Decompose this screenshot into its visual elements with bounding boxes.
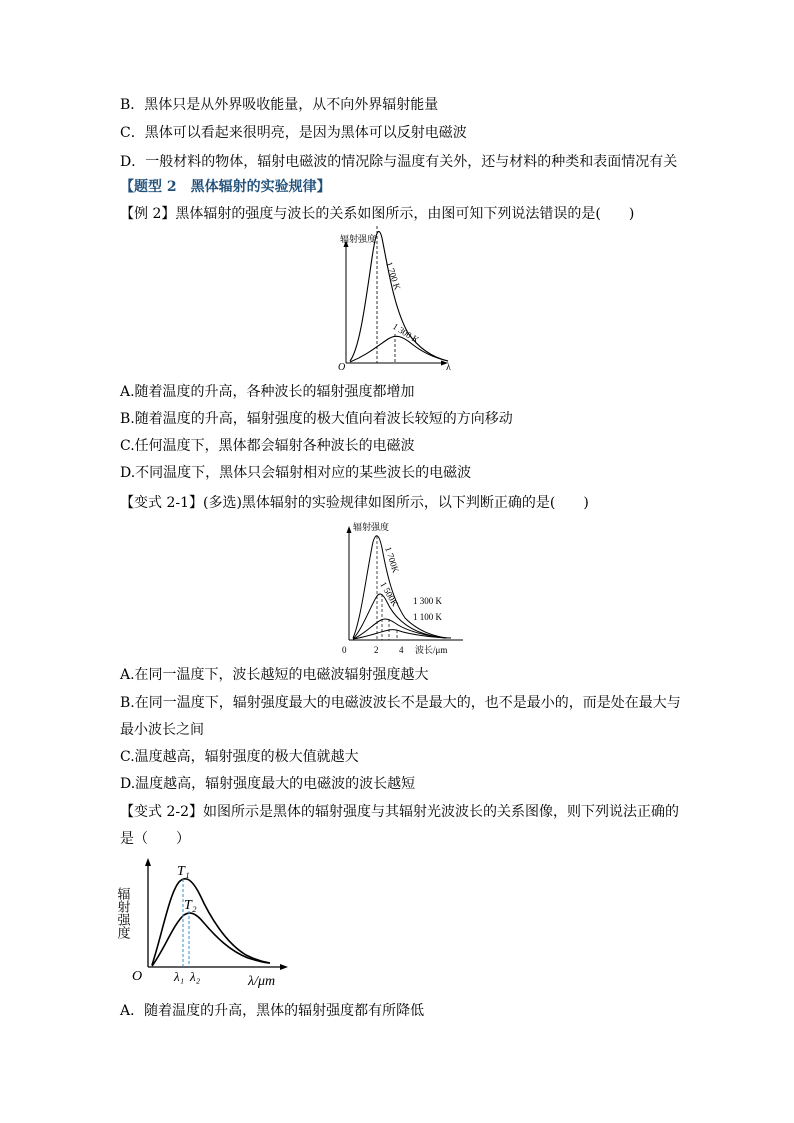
curve-t1 xyxy=(152,879,270,965)
option-c-top: C．黑体可以看起来很明亮，是因为黑体可以反射电磁波 xyxy=(120,125,467,141)
variant21-option-d: D.温度越高，辐射强度最大的电磁波的波长越短 xyxy=(120,776,416,792)
example2-xlabel: λ xyxy=(446,362,451,373)
example2-option-d: D.不同温度下，黑体只会辐射相对应的某些波长的电磁波 xyxy=(120,465,472,481)
variant22-ylabel: 辐射强度 xyxy=(115,887,131,939)
variant21-xlabel: 波长/μm xyxy=(415,645,448,655)
label-lambda2: λ₂ xyxy=(190,969,201,984)
label-t2: T₂ xyxy=(184,898,197,913)
variant21-tick-4: 4 xyxy=(399,645,404,655)
example2-origin: O xyxy=(338,362,346,373)
variant22-option-a: A．随着温度的升高，黑体的辐射强度都有所降低 xyxy=(120,1003,425,1019)
variant21-option-c: C.温度越高，辐射强度的极大值就越大 xyxy=(120,749,359,765)
curve-1700k xyxy=(353,536,447,638)
variant22-figure xyxy=(115,855,293,990)
label-1700k: 1 700K xyxy=(383,545,401,575)
label-1500k: 1 500K xyxy=(378,580,401,609)
curve-1100k xyxy=(353,630,447,639)
variant21-option-b-cont: 最小波长之间 xyxy=(120,722,204,738)
variant22-xlabel: λ/μm xyxy=(248,974,276,989)
variant22-origin: O xyxy=(132,969,143,984)
variant21-tick-2: 2 xyxy=(374,645,379,655)
variant21-origin: 0 xyxy=(342,645,347,655)
variant21-question: 【变式 2-1】(多选)黑体辐射的实验规律如图所示，以下判断正确的是( ) xyxy=(120,495,589,511)
variant21-figure xyxy=(335,520,470,658)
variant21-option-a: A.在同一温度下，波长越短的电磁波辐射强度越大 xyxy=(120,667,429,683)
example2-ylabel: 辐射强度 xyxy=(340,234,377,244)
label-1300k: 1 300 K xyxy=(413,596,442,606)
section-heading: 【题型 2 黑体辐射的实验规律】 xyxy=(120,179,331,195)
variant21-ylabel: 辐射强度 xyxy=(353,522,390,532)
example2-option-c: C.任何温度下，黑体都会辐射各种波长的电磁波 xyxy=(120,438,415,454)
label-1100k: 1 100 K xyxy=(413,612,442,622)
variant22-question-line2: 是（ ） xyxy=(120,831,190,847)
variant22-question-line1: 【变式 2-2】如图所示是黑体的辐射强度与其辐射光波波长的关系图像，则下列说法正确的 xyxy=(120,804,679,820)
curve-1700k xyxy=(350,231,448,361)
label-1700k: 1 700 K xyxy=(384,260,403,292)
curve-1300k xyxy=(350,336,448,362)
example2-question: 【例 2】黑体辐射的强度与波长的关系如图所示，由图可知下列说法错误的是( ) xyxy=(120,206,635,222)
example2-option-a: A.随着温度的升高，各种波长的辐射强度都增加 xyxy=(120,384,415,400)
label-t1: T₁ xyxy=(177,864,190,879)
option-b-top: B．黑体只是从外界吸收能量，从不向外界辐射能量 xyxy=(120,97,439,113)
example2-option-b: B.随着温度的升高，辐射强度的极大值向着波长较短的方向移动 xyxy=(120,411,513,427)
label-lambda1: λ₁ xyxy=(174,969,185,984)
label-1300k: 1 300 K xyxy=(390,321,421,346)
variant21-option-b: B.在同一温度下，辐射强度最大的电磁波波长不是最大的，也不是最小的，而是处在最大与 xyxy=(120,695,681,711)
example2-figure xyxy=(330,228,460,373)
option-d-top: D．一般材料的物体，辐射电磁波的情况除与温度有关外，还与材料的种类和表面情况有关 xyxy=(120,154,678,170)
